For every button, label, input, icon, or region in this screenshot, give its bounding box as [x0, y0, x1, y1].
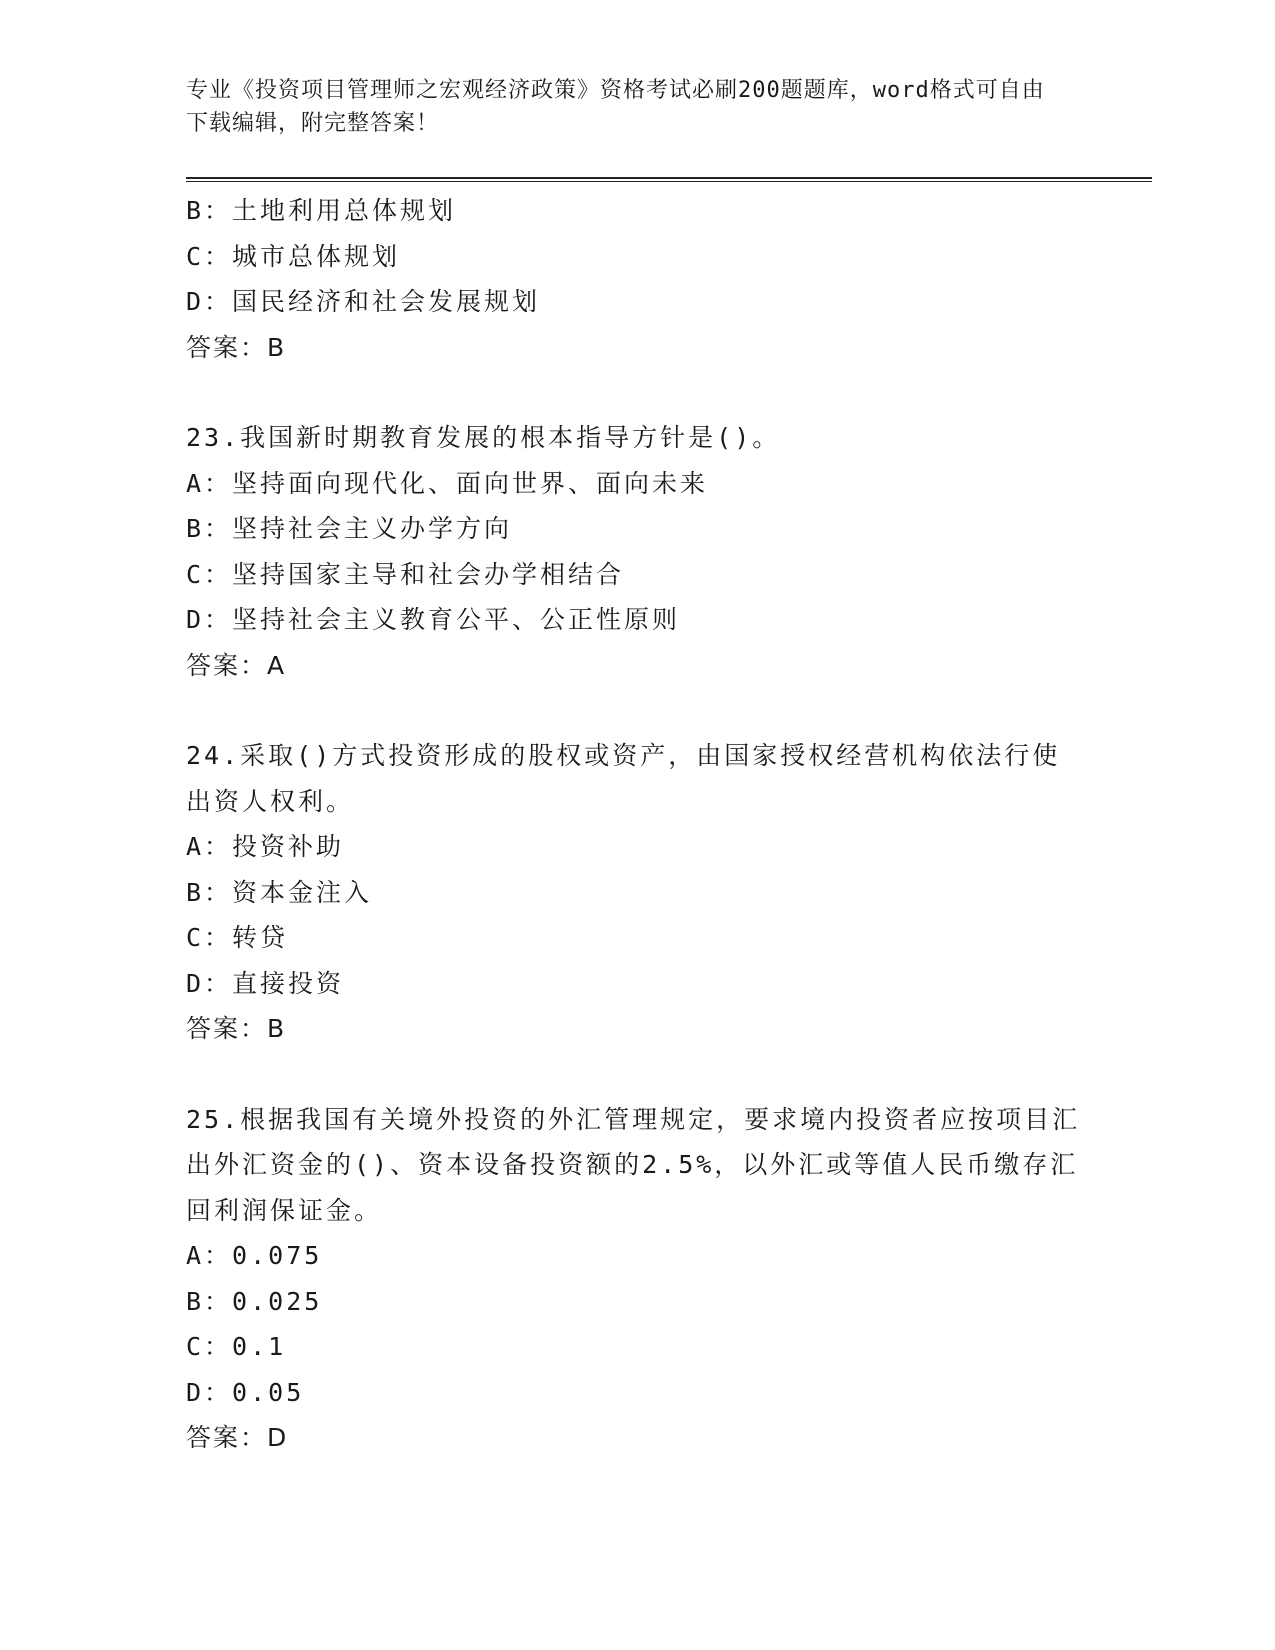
answer-line: 答案：A: [186, 650, 287, 680]
document-header: 专业《投资项目管理师之宏观经济政策》资格考试必刷200题题库，word格式可自由下载编辑，附完整答案！: [186, 78, 1045, 136]
option-d: D：国民经济和社会发展规划: [186, 287, 541, 316]
continued-question: [186, 188, 1086, 370]
answer-line: 答案：B: [186, 1014, 287, 1043]
option-c: C：转贷: [186, 923, 289, 952]
option-d: D：0.05: [186, 1377, 305, 1407]
question-stem: 24.采取()方式投资形成的股权或资产，由国家授权经营机构依法行使出资人权利。: [186, 741, 1061, 816]
question-stem: 25.根据我国有关境外投资的外汇管理规定，要求境内投资者应按项目汇出外汇资金的()、资本设备投资额的2.5%，以外汇或等值人民币缴存汇回利润保证金。: [186, 1104, 1081, 1225]
header-divider: [186, 177, 1152, 182]
question-23: [186, 415, 1086, 688]
option-a: A：0.075: [186, 1241, 323, 1270]
option-a: A：投资补助: [186, 832, 345, 861]
option-d: D：直接投资: [186, 968, 345, 998]
option-a: A：坚持面向现代化、面向世界、面向未来: [186, 468, 709, 498]
answer-line: 答案：D: [186, 1423, 289, 1452]
question-24: [186, 733, 1086, 1052]
option-d: D：坚持社会主义教育公平、公正性原则: [186, 605, 681, 634]
option-b: B：坚持社会主义办学方向: [186, 514, 513, 543]
option-b: B：土地利用总体规划: [186, 196, 457, 225]
option-c: C：坚持国家主导和社会办学相结合: [186, 559, 625, 589]
exam-content: [186, 188, 1086, 1461]
question-stem: 23.我国新时期教育发展的根本指导方针是()。: [186, 423, 781, 452]
option-c: C：城市总体规划: [186, 241, 401, 271]
question-25: [186, 1097, 1086, 1461]
option-b: B：资本金注入: [186, 877, 373, 907]
option-c: C：0.1: [186, 1332, 287, 1361]
answer-line: 答案：B: [186, 332, 287, 362]
option-b: B：0.025: [186, 1286, 323, 1316]
